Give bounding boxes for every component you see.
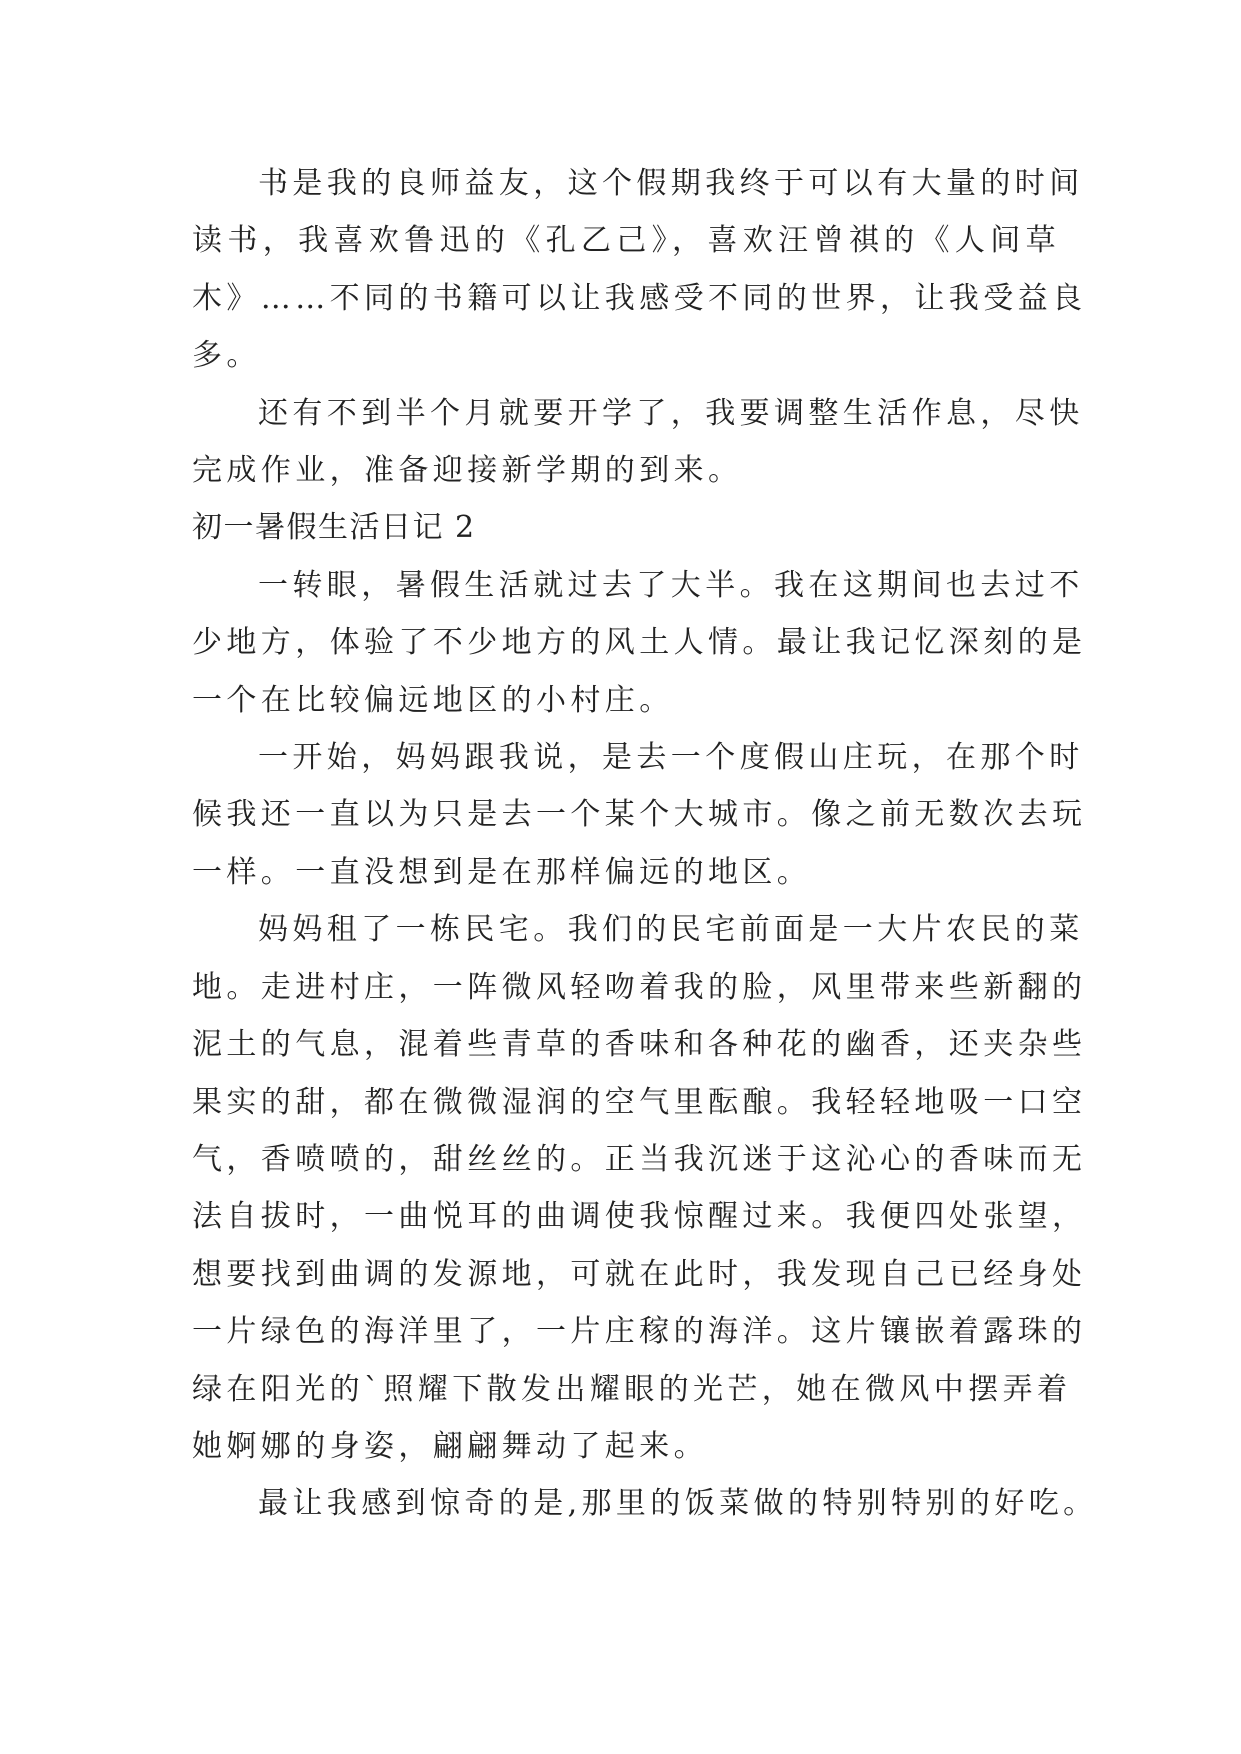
text-line: 读书，我喜欢鲁迅的《孔乙己》，喜欢汪曾祺的《人间草 (192, 223, 1060, 259)
text-line: 完成作业，准备迎接新学期的到来。 (192, 453, 743, 489)
document-body (192, 155, 1098, 1533)
text-line: 多。 (192, 338, 261, 374)
text-line: 一转眼，暑假生活就过去了大半。我在这期间也去过不 (258, 567, 1084, 603)
paragraph-food (192, 1475, 1098, 1532)
text-line: 书是我的良师益友，这个假期我终于可以有大量的时间 (258, 166, 1084, 201)
text-line: 还有不到半个月就要开学了，我要调整生活作息，尽快 (258, 395, 1084, 431)
text-line: 泥土的气息，混着些青草的香味和各种花的幽香，还夹杂些 (192, 1027, 1087, 1063)
text-line: 少地方，体验了不少地方的风土人情。最让我记忆深刻的是 (192, 625, 1087, 661)
text-line: 果实的甜，都在微微湿润的空气里酝酿。我轻轻地吸一口空 (192, 1084, 1087, 1120)
text-line: 木》……不同的书籍可以让我感受不同的世界，让我受益良 (192, 280, 1087, 316)
text-line: 绿在阳光的`照耀下散发出耀眼的光芒，她在微风中摆弄着 (192, 1371, 1072, 1407)
text-line: 一个在比较偏远地区的小村庄。 (192, 682, 674, 718)
text-line: 一样。一直没想到是在那样偏远的地区。 (192, 854, 812, 890)
paragraph-village (192, 901, 1087, 1475)
paragraph-books (192, 155, 1087, 385)
text-line: 一开始，妈妈跟我说，是去一个度假山庄玩，在那个时 (258, 740, 1084, 776)
text-line: 一片绿色的海洋里了，一片庄稼的海洋。这片镶嵌着露珠的 (192, 1314, 1087, 1350)
heading-text: 初一暑假生活日记 2 (192, 510, 476, 546)
text-line: 想要找到曲调的发源地，可就在此时，我发现自己已经身处 (192, 1256, 1087, 1292)
text-line: 气，香喷喷的，甜丝丝的。正当我沉迷于这沁心的香味而无 (192, 1141, 1087, 1177)
text-line: 地。走进村庄，一阵微风轻吻着我的脸，风里带来些新翻的 (192, 969, 1087, 1005)
text-line: 法自拔时，一曲悦耳的曲调使我惊醒过来。我便四处张望， (192, 1199, 1087, 1235)
section-heading (192, 499, 1060, 556)
text-line: 妈妈租了一栋民宅。我们的民宅前面是一大片农民的菜 (258, 912, 1084, 948)
paragraph-mom-said (192, 729, 1087, 901)
text-line: 最让我感到惊奇的是,那里的饭菜做的特别特别的好吃。 (258, 1486, 1098, 1522)
paragraph-summer-intro (192, 557, 1087, 729)
text-line: 她婀娜的身姿，翩翩舞动了起来。 (192, 1428, 708, 1464)
text-line: 候我还一直以为只是去一个某个大城市。像之前无数次去玩 (192, 797, 1087, 833)
paragraph-school-start (192, 385, 1084, 500)
